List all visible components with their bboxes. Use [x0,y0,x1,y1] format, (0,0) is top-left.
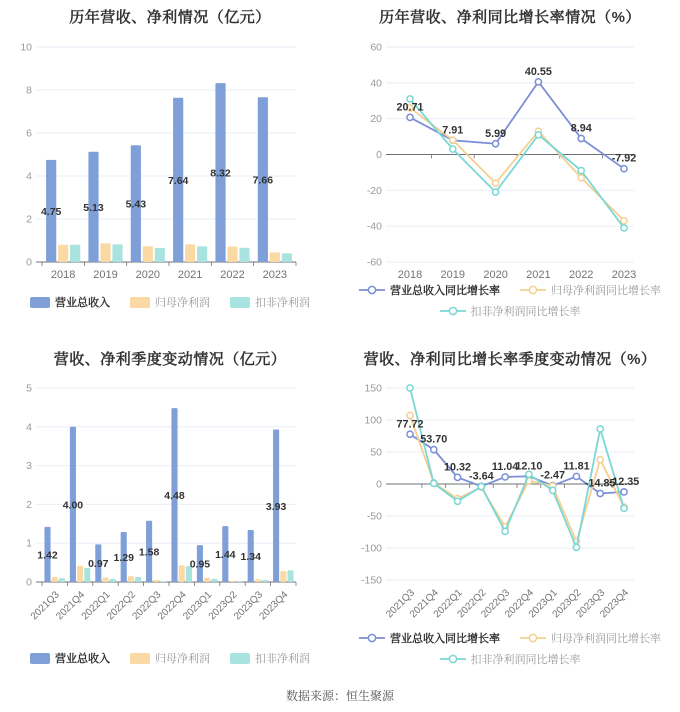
chart-title-quarterly-amounts: 营收、净利季度变动情况（亿元） [53,351,287,368]
svg-text:-7.92: -7.92 [611,152,637,165]
svg-text:2021: 2021 [526,269,551,281]
svg-text:8.94: 8.94 [570,122,592,135]
svg-text:2022: 2022 [220,269,245,281]
svg-text:2023Q2: 2023Q2 [550,587,584,621]
svg-text:11.81: 11.81 [563,460,590,473]
svg-text:2023Q4: 2023Q4 [598,587,632,621]
svg-text:12.10: 12.10 [515,460,543,473]
annual-growth-line-chart [340,0,680,330]
legend-item-series-1[interactable] [520,630,661,646]
svg-text:2022Q3: 2022Q3 [130,589,164,623]
svg-text:-40: -40 [366,220,382,233]
svg-text:-100: -100 [360,542,382,555]
svg-text:2022Q3: 2022Q3 [479,587,513,621]
svg-text:40.55: 40.55 [524,65,552,78]
svg-text:-14.85: -14.85 [584,477,616,490]
legend-swatch-icon [230,297,250,308]
svg-text:0.95: 0.95 [189,558,211,571]
svg-text:4.48: 4.48 [164,490,185,503]
svg-text:-150: -150 [360,574,382,587]
svg-text:0: 0 [376,478,382,491]
svg-text:1.42: 1.42 [37,549,58,562]
svg-text:-60: -60 [366,256,382,269]
legend-item-series-2[interactable] [440,303,581,319]
legend-label: 扣非净利润 [255,653,310,665]
svg-text:10: 10 [20,41,32,54]
svg-text:2021: 2021 [177,269,203,281]
svg-text:2: 2 [26,213,32,226]
legend-swatch-icon [130,653,150,664]
svg-text:2019: 2019 [93,269,118,281]
legend-swatch-icon [30,297,50,308]
quarterly-growth-line-chart [340,330,680,680]
legend-item-series-1[interactable] [130,294,210,310]
svg-text:7.64: 7.64 [167,174,189,187]
svg-text:1.34: 1.34 [240,551,261,564]
legend-item-series-1[interactable] [130,650,210,666]
svg-text:2018: 2018 [397,269,423,281]
panel-annual-growth [340,0,680,330]
chart-title-annual-growth: 历年营收、净利同比增长率情况（%） [379,9,641,26]
legend-line-marker-icon [440,654,466,664]
data-source: 数据来源：恒生聚源 [285,689,394,703]
panel-annual-amounts [0,0,340,330]
svg-text:-3.64: -3.64 [469,470,494,483]
legend-label: 扣非净利润同比增长率 [470,306,581,318]
svg-text:-50: -50 [366,510,382,523]
svg-text:5.99: 5.99 [485,127,507,140]
svg-text:4.00: 4.00 [62,499,84,512]
svg-text:4.75: 4.75 [40,205,62,218]
svg-text:40: 40 [370,77,382,90]
legend-item-series-0[interactable] [359,630,500,646]
svg-text:50: 50 [370,446,382,459]
svg-text:2023Q1: 2023Q1 [181,589,215,623]
legend-item-series-0[interactable] [359,282,500,298]
svg-text:8.32: 8.32 [210,167,231,180]
panel-quarterly-amounts [0,330,340,680]
legend-swatch-icon [130,297,150,308]
svg-text:2021Q3: 2021Q3 [28,589,62,623]
legend-item-series-2[interactable] [440,651,581,667]
svg-text:77.72: 77.72 [396,418,424,431]
legend-label: 归母净利润 [155,297,210,309]
svg-text:2022Q1: 2022Q1 [79,589,113,623]
legend-line-marker-icon [520,285,546,295]
legend-item-series-1[interactable] [520,282,661,298]
svg-text:2023Q4: 2023Q4 [257,589,291,623]
legend-swatch-icon [30,653,50,664]
svg-text:2021Q3: 2021Q3 [384,587,418,621]
panel-quarterly-growth [340,330,680,680]
legend-label: 营业总收入 [55,297,110,309]
svg-text:7.91: 7.91 [442,124,464,137]
svg-text:-20: -20 [366,184,382,197]
chart-title-quarterly-growth: 营收、净利同比增长率季度变动情况（%） [363,351,657,368]
quarterly-revenue-profit-bar-chart [0,330,340,680]
legend-label: 归母净利润 [155,653,210,665]
svg-text:0: 0 [376,149,382,161]
annual-revenue-profit-bar-chart [0,0,340,330]
svg-text:53.70: 53.70 [420,433,448,446]
legend-label: 营业总收入同比增长率 [390,633,500,645]
svg-text:2023Q1: 2023Q1 [526,587,560,621]
legend-annual-amounts [10,294,330,310]
svg-text:4: 4 [26,170,32,183]
svg-text:8: 8 [26,84,32,97]
svg-text:2020: 2020 [483,269,508,281]
svg-text:3: 3 [26,460,32,473]
svg-text:60: 60 [370,41,382,54]
svg-text:-12.35: -12.35 [608,475,640,488]
legend-line-marker-icon [359,633,385,643]
legend-label: 归母净利润同比增长率 [551,285,661,297]
legend-quarterly-amounts [10,650,330,666]
svg-text:0.97: 0.97 [88,558,109,571]
svg-text:1: 1 [26,537,32,550]
svg-text:2022Q4: 2022Q4 [155,589,189,623]
svg-text:5: 5 [26,382,32,395]
svg-text:4: 4 [26,421,32,434]
svg-text:2022Q4: 2022Q4 [503,587,537,621]
svg-text:2022Q2: 2022Q2 [455,587,489,621]
svg-text:2023Q3: 2023Q3 [574,587,608,621]
svg-text:1.29: 1.29 [113,551,134,564]
legend-quarterly-growth [350,630,670,667]
legend-swatch-icon [230,653,250,664]
svg-text:0: 0 [26,256,32,269]
svg-text:2022Q1: 2022Q1 [431,587,465,621]
legend-label: 营业总收入 [55,653,110,665]
bar-series-0 [46,83,268,262]
svg-text:2019: 2019 [440,269,466,281]
svg-text:-2.47: -2.47 [540,469,565,482]
svg-text:2022Q2: 2022Q2 [105,589,139,623]
svg-text:10.32: 10.32 [444,461,472,474]
svg-text:2021Q4: 2021Q4 [407,587,441,621]
svg-text:2022: 2022 [568,269,594,281]
legend-item-series-2[interactable] [230,294,310,310]
legend-line-marker-icon [440,306,466,316]
legend-label: 扣非净利润同比增长率 [470,654,581,666]
legend-label: 营业总收入同比增长率 [390,285,500,297]
svg-text:0: 0 [26,576,32,589]
svg-text:5.13: 5.13 [83,201,104,214]
legend-label: 归母净利润同比增长率 [551,633,661,645]
svg-text:7.66: 7.66 [252,174,274,187]
svg-text:3.93: 3.93 [265,500,287,513]
legend-item-series-0[interactable] [30,294,110,310]
chart-title-annual-amounts: 历年营收、净利情况（亿元） [69,9,271,26]
svg-text:6: 6 [26,127,32,140]
svg-text:2020: 2020 [135,269,161,281]
legend-item-series-0[interactable] [30,650,110,666]
svg-text:11.04: 11.04 [491,460,519,473]
svg-text:20.71: 20.71 [396,101,424,114]
legend-annual-growth [350,282,670,319]
svg-text:5.43: 5.43 [125,198,147,211]
svg-text:2023Q3: 2023Q3 [232,589,266,623]
svg-text:100: 100 [364,414,382,427]
svg-text:2021Q4: 2021Q4 [54,589,88,623]
svg-text:2023Q2: 2023Q2 [206,589,240,623]
svg-text:2023: 2023 [611,269,637,281]
svg-text:2023: 2023 [262,269,288,281]
legend-label: 扣非净利润 [255,297,310,309]
svg-text:150: 150 [364,382,382,395]
svg-text:1.44: 1.44 [215,549,236,562]
svg-text:2: 2 [26,498,32,511]
legend-line-marker-icon [359,285,385,295]
svg-text:2018: 2018 [50,269,76,281]
legend-item-series-2[interactable] [230,650,310,666]
svg-text:1.58: 1.58 [138,546,160,559]
svg-text:20: 20 [370,113,382,126]
legend-line-marker-icon [520,633,546,643]
